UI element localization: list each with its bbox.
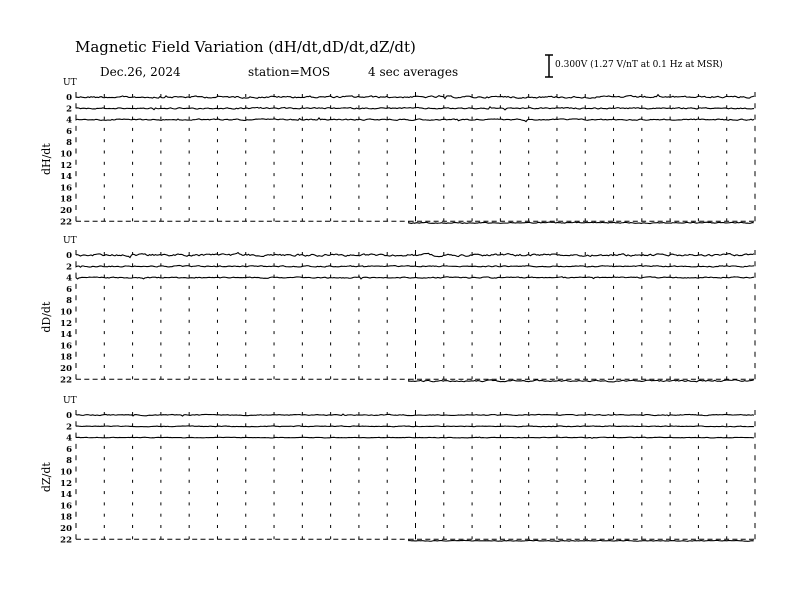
row-label: 8 (66, 296, 72, 307)
row-label: 2 (66, 422, 72, 433)
row-label: 22 (60, 217, 72, 228)
row-label: 0 (66, 411, 72, 421)
panel-ylabel: dZ/dt (40, 462, 53, 493)
row-label: 16 (60, 501, 72, 512)
ut-axis-label: UT (63, 236, 77, 246)
row-label: 12 (60, 318, 72, 329)
row-label: 18 (60, 512, 72, 523)
row-label: 4 (66, 433, 72, 444)
row-label: 18 (60, 194, 72, 205)
row-label: 18 (60, 352, 72, 363)
station-label: station=MOS (248, 65, 331, 79)
row-label: 4 (66, 273, 72, 284)
row-label: 6 (66, 126, 72, 137)
row-label: 12 (60, 478, 72, 489)
row-label: 20 (60, 364, 72, 374)
row-label: 10 (60, 467, 72, 478)
row-label: 8 (66, 456, 72, 467)
ut-axis-label: UT (63, 78, 77, 88)
row-label: 2 (66, 104, 72, 115)
row-label: 6 (66, 444, 72, 455)
row-label: 10 (60, 149, 72, 160)
date-label: Dec.26, 2024 (100, 65, 181, 79)
scale-label: 0.300V (1.27 V/nT at 0.1 Hz at MSR) (555, 60, 723, 70)
row-label: 4 (66, 115, 72, 126)
row-label: 22 (60, 535, 72, 546)
row-label: 22 (60, 375, 72, 386)
panel-ylabel: dD/dt (40, 301, 53, 333)
row-label: 16 (60, 341, 72, 352)
row-label: 14 (60, 490, 72, 501)
row-label: 20 (60, 524, 72, 534)
row-label: 14 (60, 330, 72, 341)
row-label: 20 (60, 206, 72, 216)
row-label: 16 (60, 183, 72, 194)
row-label: 10 (60, 307, 72, 318)
row-label: 0 (66, 251, 72, 261)
ut-axis-label: UT (63, 396, 77, 406)
row-label: 12 (60, 160, 72, 171)
row-label: 6 (66, 284, 72, 295)
row-label: 0 (66, 93, 72, 103)
averaging-label: 4 sec averages (368, 65, 459, 79)
chart-title: Magnetic Field Variation (dH/dt,dD/dt,dZ/dt) (75, 38, 416, 56)
panel-ylabel: dH/dt (40, 143, 53, 176)
row-label: 8 (66, 138, 72, 149)
row-label: 2 (66, 262, 72, 273)
row-label: 14 (60, 172, 72, 183)
